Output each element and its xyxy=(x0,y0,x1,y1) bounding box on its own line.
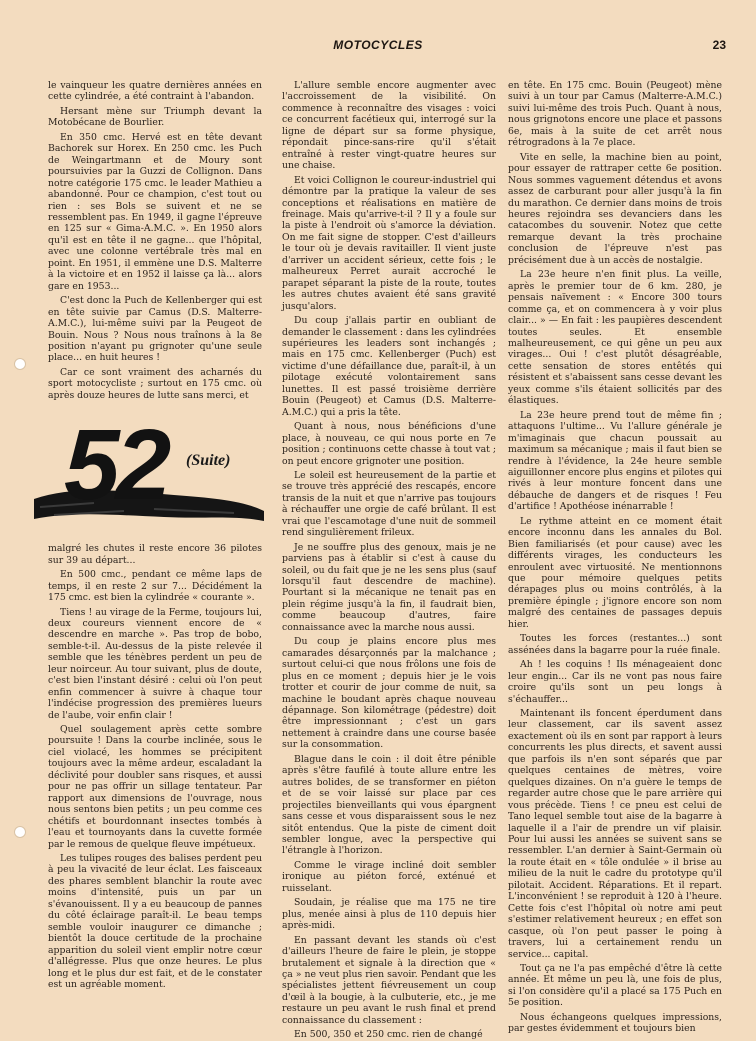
paragraph: Tiens ! au virage de la Ferme, toujours lui, deux coureurs viennent encore de « descendre en marche ». Pas trop de bobo, semble-t-il. Au-dessus de la piste relevée il semble que les ténèbres perdent un peu de leur noirceur. Au tour suivant, plus de doute, c'est bien l'instant désiré : celui où l'on peut enfin commencer à suivre à chaque tour l'indécise progression des premières lueurs de l'aube, voir enfin clair ! xyxy=(48,606,262,721)
paragraph: Hersant mène sur Triumph devant la Motobécane de Bourlier. xyxy=(48,105,262,129)
paragraph: Du coup j'allais partir en oubliant de demander le classement : dans les cylindrées supérieures les leaders sont inchangés ; mais en 175 cmc. Kellenberger (Puch) est victime d'une défaillance due, paraît-il, à un pilotage exécuté volontairement sans lunettes. Il est passé troisième derrière Bouin (Peugeot) et Camus (D.S. Malterre-A.M.C.) qui a pris la tête. xyxy=(282,315,496,418)
paragraph: en tête. En 175 cmc. Bouin (Peugeot) mène suivi à un tour par Camus (Malterre-A.M.C.) suivi lui-même des trois Puch. Quant à nous, nous grignotons encore une place et passons 6e, mais à la suite de cet arrêt nous rétrogradons à la 7e place. xyxy=(508,80,722,149)
paragraph: Le rythme atteint en ce moment était encore inconnu dans les annales du Bol. Bien familiarisés (et pour cause) avec les différents virages, les conducteurs les enroulent avec virtuosité. Ne mentionnons que pour mémoire quelques petits dérapages plus ou moins contrôlés, à la première épingle ; j'ignore encore son nom malgré des centaines de passages depuis hier. xyxy=(508,515,722,630)
paragraph: En 500 cmc., pendant ce même laps de temps, il en reste 2 sur 7... Décidément la 175 cmc. est bien la cylindrée « courante ». xyxy=(48,569,262,604)
paragraph: malgré les chutes il reste encore 36 pilotes sur 39 au départ... xyxy=(48,543,262,566)
paragraph: Quant à nous, nous bénéficions d'une place, à nouveau, ce qui nous porte en 7e position ; continuons cette chasse à tout vat ; on peut encore grignoter une position. xyxy=(282,421,496,467)
paragraph: Comme le virage incliné doit sembler ironique au piéton forcé, exténué et ruisselant. xyxy=(282,859,496,894)
paragraph: Toutes les forces (restantes...) sont assénées dans la bagarre pour la ruée finale. xyxy=(508,633,722,656)
paragraph: Ah ! les coquins ! Ils ménageaient donc leur engin... Car ils ne vont pas nous faire croire qu'ils sont un peu longs à s'échauffer... xyxy=(508,659,722,705)
paragraph: L'allure semble encore augmenter avec l'accroissement de la visibilité. On commence à reconnaître des visages : voici ce concurrent facétieux qui, interrogé sur la ligne de départ sur sa forme physique, répondait pince-sans-rire qu'il s'était entraîné à rester vingt-quatre heures sur une chaise. xyxy=(282,80,496,172)
paragraph: Vite en selle, la machine bien au point, pour essayer de rattraper cette 6e position. Nous sommes vaguement détendus et avons assez de carburant pour aller jusqu'à la fin du marathon. Ce dernier dans moins de trois heures rejoindra ses devanciers dans les catacombes du souvenir. Notez que cette remarque devant la très prochaine conclusion de l'épreuve n'est pas précisément due à un accès de nostalgie. xyxy=(508,151,722,266)
column-1 xyxy=(48,80,262,990)
paragraph: Tout ça ne l'a pas empêché d'être là cette année. Et même un peu là, une fois de plus, si l'on considère qu'il a placé sa 175 Puch en 5e position. xyxy=(508,962,722,1009)
suite-label: (Suite) xyxy=(186,452,231,470)
paragraph: En 350 cmc. Hervé est en tête devant Bachorek sur Horex. En 250 cmc. les Puch de Weingartmann et de Moury sont poursuivies par la Guzzi de Collignon. Dans notre catégorie 175 cmc. le leader Mathieu a abandonné. Pour ce champion, c'est tout ou rien : ses Bols se suivent et ne se ressemblent pas. En 1949, il gagne l'épreuve en 125 sur « Gima-A.M.C. ». En 1950 alors qu'il est en tête il ne gagne... que l'hôpital, avec une colonne vertébrale très mal en point. En 1951, il emmène une D.S. Malterre à la victoire et en 1952 il laisse ça là... alors gare en 1953... xyxy=(48,131,262,292)
paragraph: Les tulipes rouges des balises perdent peu à peu la vivacité de leur éclat. Les faisceaux des phares semblent blanchir la route avec moins d'intensité, puis un par un s'évanouissent. Il y a eu beaucoup de pannes du côté éclairage paraît-il. Le beau temps semble vouloir inaugurer ce dimanche ; bientôt la douce certitude de la prochaine apparition du soleil vient emplir notre cœur d'allégresse. Plus que onze heures. Le plus long et le plus dur est fait, et de le constater est un agréable moment. xyxy=(48,853,262,990)
paragraph: Le soleil est heureusement de la partie et se trouve très apprécié des rescapés, encore transis de la nuit et que n'arrive pas toujours à réchauffer une orgie de café brûlant. Il est vrai que l'escamotage d'une nuit de sommeil rend singulièrement frileux. xyxy=(282,469,496,539)
binder-hole xyxy=(14,358,26,370)
page-number: 23 xyxy=(712,38,726,52)
paragraph: le vainqueur les quatre dernières années en cette cylindrée, a été contraint à l'abandon. xyxy=(48,80,262,103)
paragraph: Quel soulagement après cette sombre poursuite ! Dans la courbe inclinée, sous le ciel violacé, les hommes se précipitent toujours avec la même ardeur, escaladant la déclivité pour doubler sans risques, et aussi pour ne pas offrir un sillage tentateur. Par rapport aux dimensions de l'ouvrage, nous nous sentons bien petits ; un peu comme ces chétifs et bourdonnant insectes tombés à l'eau et tournoyants dans la cuvette formée par le remous de quelque fleuve impétueux. xyxy=(48,724,262,850)
episode-number: 52 xyxy=(64,409,168,522)
paragraph: Et voici Collignon le coureur-industriel qui démontre par la pratique la valeur de ses conceptions et réalisations en matière de freinage. Mais qu'arrive-t-il ? Il y a foule sur la piste à l'endroit où s'amorce la déviation. On me fait signe de stopper. C'est d'ailleurs le tour où je devais ravitailler. Il vient juste d'arriver un accident sérieux, cette fois ; le malheureux Perret aurait accroché le parapet séparant la piste de la route, toutes les autres chutes avaient été sans gravité jusqu'alors. xyxy=(282,174,496,312)
column-3 xyxy=(508,80,722,1035)
running-header: MOTOCYCLES xyxy=(333,38,423,52)
paragraph: Soudain, je réalise que ma 175 ne tire plus, menée ainsi à plus de 110 depuis hier après-midi. xyxy=(282,897,496,932)
paragraph: En passant devant les stands où c'est d'ailleurs l'heure de faire le plein, je stoppe brutalement et signale à la direction que « ça » ne veut plus rien savoir. Pendant que les spécialistes jettent fiévreusement un coup d'œil à la bougie, à la culbuterie, etc., je me restaure un peu avant le rush final et prend connaissance du classement : xyxy=(282,934,496,1026)
paragraph: C'est donc la Puch de Kellenberger qui est en tête suivie par Camus (D.S. Malterre-A.M.C.), lui-même suivi par la Peugeot de Bouin. Nous ? Nous nous traînons à la 8e position n'ayant pu grignoter qu'une seule place... en huit heures ! xyxy=(48,295,262,364)
paragraph: La 23e heure prend tout de même fin ; attaquons l'ultime... Vu l'allure générale je m'imaginais que chacun poussait au maximum sa mécanique ; mais il faut bien se rendre à l'évidence, la 24e heure semble aiguillonner encore plus engins et pilotes qui rivés à leur monture foncent dans une débauche de dangers et de risques ! Feu d'artifice ! Apothéose inénarrable ! xyxy=(508,409,722,513)
paragraph: Car ce sont vraiment des acharnés du sport motocycliste ; surtout en 175 cmc. où après douze heures de lutte sans merci, et xyxy=(48,366,262,401)
binder-hole xyxy=(14,826,26,838)
column-2 xyxy=(282,80,496,1041)
paragraph: Maintenant ils foncent éperdument dans leur classement, car ils savent assez exactement où ils en sont par rapport à leurs concurrents les plus directs, et savent aussi que parfois ils n'en sont séparés que par quelques centaines de mètres, voire quelques dizaines. On n'a guère le temps de regarder autre chose que le pare arrière qui vous précède. Tiens ! ce pneu est celui de Tano lequel semble tout aise de la bagarre à laquelle il a l'air de prendre un vif plaisir. Pour lui aussi les années se suivent sans se ressembler. L'an dernier à Saint-Germain où la route était en « tôle ondulée » il brise au milieu de la nuit le cadre du prototype qu'il pilotait. Accident. Réparations. Et il repart. L'inconvénient ! se reproduit à 120 à l'heure. Cette fois c'est l'hôpital où notre ami peut s'estimer relativement heureux ; en effet son casque, où l'on peut passer le poing à travers, lui a certainement rendu un service... capital. xyxy=(508,708,722,960)
paragraph: En 500, 350 et 250 cmc. rien de changé xyxy=(294,1029,483,1041)
episode-number-graphic xyxy=(34,407,264,535)
paragraph: La 23e heure n'en finit plus. La veille, après le premier tour de 6 km. 280, je pensais naïvement : « Encore 300 tours comme ça, et on commencera à y voir plus clair... » — En fait : les paupières descendent toutes seules. Et ensemble malheureusement, ce qui gêne un peu aux virages... Oui ! c'est plutôt désagréable, cette sensation de stores entêtés qui résistent et s'abaissent sans cesse devant les yeux comme s'ils étaient sollicités par des élastiques. xyxy=(508,269,722,407)
paragraph: Je ne souffre plus des genoux, mais je ne parviens pas à établir si c'est à cause du soleil, ou du fait que je ne les sens plus (sauf lorsqu'il faut descendre de machine). Pourtant si la mécanique ne tenait pas en plein régime jusqu'à la fin, il faudrait bien, comme beaucoup d'autres, faire connaissance avec la marche nous aussi. xyxy=(282,541,496,633)
paragraph: Blague dans le coin : il doit être pénible après s'être faufilé à toute allure entre les autres bolides, de se transformer en piéton et de se voir laissé sur place par ces projectiles bienveillants qui vous épargnent sans cesse et vous disparaissent sous le nez sitôt entendus. Que la piste de ciment doit sembler longue, avec la perspective qui l'étrangle à l'horizon. xyxy=(282,753,496,857)
paragraph: Du coup je plains encore plus mes camarades désarçonnés par la malchance ; surtout celui-ci que nous frôlons une fois de plus en ce moment ; depuis hier je le vois trotter et courir de jour comme de nuit, sa machine le boudant après chaque nouveau dépannage. Son kilométrage (pédestre) doit être impressionnant ; c'est un gars nettement à craindre dans une course basée sur la consommation. xyxy=(282,636,496,751)
paragraph: Nous échangeons quelques impressions, par gestes évidemment et toujours bien xyxy=(508,1011,722,1035)
